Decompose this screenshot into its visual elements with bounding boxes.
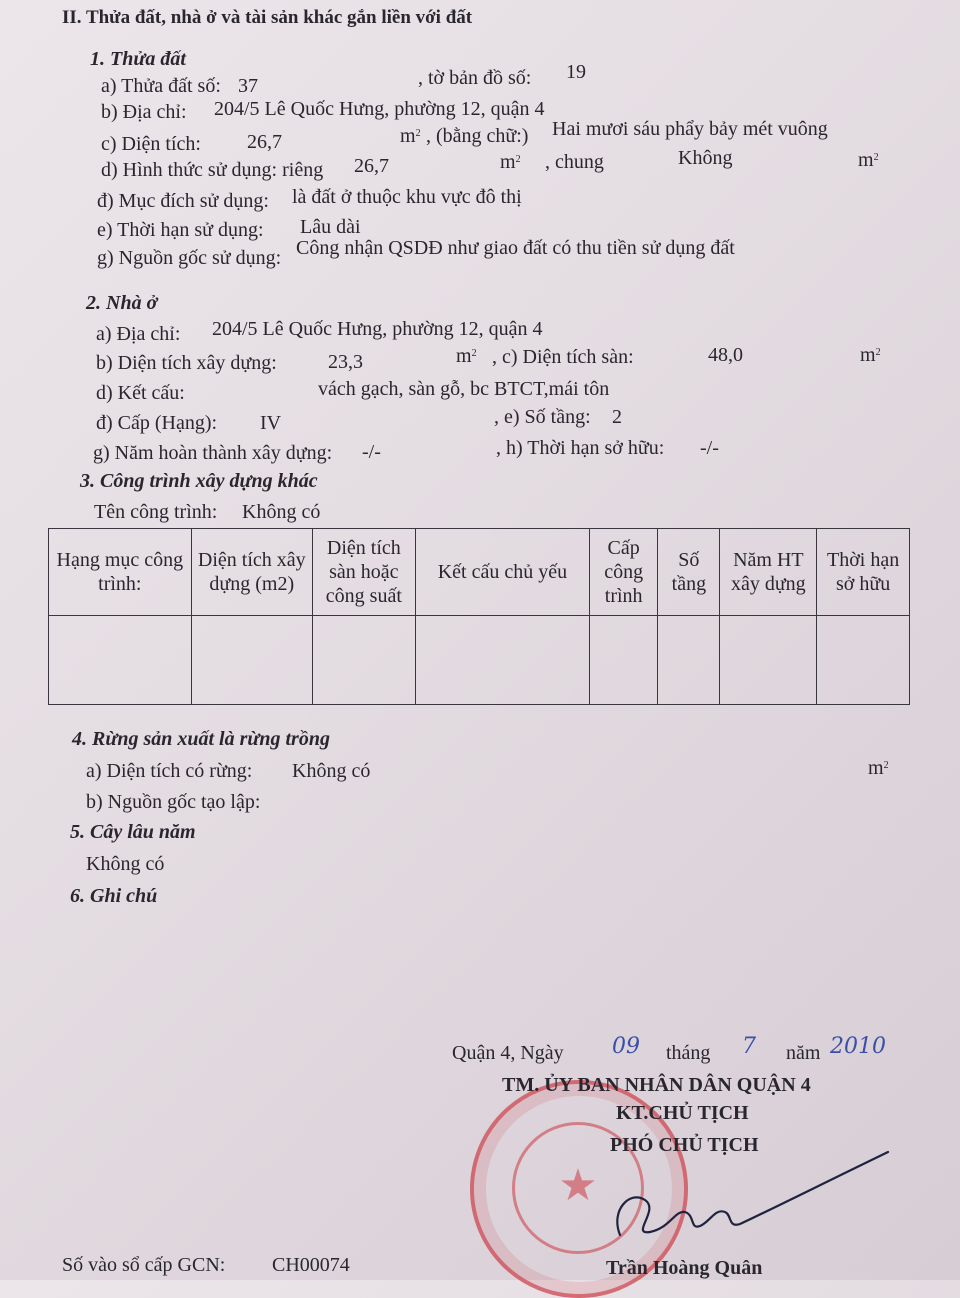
works-name-label: Tên công trình: xyxy=(94,501,218,523)
notes-heading: 6. Ghi chú xyxy=(70,885,158,907)
structure-label: d) Kết cấu: xyxy=(96,382,185,404)
forest-area-unit: $m^2$ xyxy=(868,757,889,779)
table-row xyxy=(49,616,910,705)
area-words-value: Hai mươi sáu phẩy bảy mét vuông xyxy=(552,118,828,140)
area-words-label: , (bằng chữ:) xyxy=(426,125,529,147)
use-form-unit: $m^2$ xyxy=(500,151,521,173)
house-heading: 2. Nhà ở xyxy=(86,292,158,314)
star-emblem-icon: ★ xyxy=(558,1161,598,1210)
purpose-value: là đất ở thuộc khu vực đô thị xyxy=(292,186,522,208)
forest-area-label: a) Diện tích có rừng: xyxy=(86,760,253,782)
land-address-value: 204/5 Lê Quốc Hưng, phường 12, quận 4 xyxy=(214,98,545,120)
date-day: 09 xyxy=(612,1034,640,1059)
map-label: , tờ bản đồ số: xyxy=(418,67,532,89)
plot-value: 37 xyxy=(238,75,258,97)
col-header: Kết cấu chủ yếu xyxy=(415,529,589,616)
perennial-heading: 5. Cây lâu năm xyxy=(70,821,196,843)
use-form-shared-unit: $m^2$ xyxy=(858,149,879,171)
use-form-shared-value: Không xyxy=(678,147,733,169)
table-cell xyxy=(817,616,910,705)
works-name-value: Không có xyxy=(242,501,321,523)
use-form-private-value: 26,7 xyxy=(354,155,389,177)
term-label: e) Thời hạn sử dụng: xyxy=(97,219,264,241)
term-value: Lâu dài xyxy=(300,216,361,238)
built-area-value: 23,3 xyxy=(328,351,363,373)
floor-area-label: , c) Diện tích sàn: xyxy=(492,346,634,368)
table-cell xyxy=(590,616,658,705)
area-label: c) Diện tích: xyxy=(101,133,201,155)
origin-label: g) Nguồn gốc sử dụng: xyxy=(97,247,282,269)
table-cell xyxy=(415,616,589,705)
grade-value: IV xyxy=(260,412,282,434)
land-address-label: b) Địa chỉ: xyxy=(101,101,187,123)
col-header: Diện tích xây dựng (m2) xyxy=(191,529,312,616)
origin-value: Công nhận QSDĐ như giao đất có thu tiền sử dụng đất xyxy=(296,237,735,259)
land-heading: 1. Thửa đất xyxy=(90,48,186,70)
handwritten-signature xyxy=(600,1140,900,1250)
ownership-value: -/- xyxy=(700,437,719,459)
signer-name: Trần Hoàng Quân xyxy=(606,1257,763,1279)
area-value: 26,7 xyxy=(247,131,282,153)
purpose-label: đ) Mục đích sử dụng: xyxy=(97,190,269,212)
table-cell xyxy=(658,616,720,705)
col-header: Số tầng xyxy=(658,529,720,616)
map-value: 19 xyxy=(566,61,586,83)
signing-role-1: KT.CHỦ TỊCH xyxy=(616,1102,749,1124)
year-label: năm xyxy=(786,1042,821,1064)
floors-value: 2 xyxy=(612,406,622,428)
floor-area-value: 48,0 xyxy=(708,344,743,366)
table-cell xyxy=(312,616,415,705)
completion-value: -/- xyxy=(362,441,381,463)
forest-area-value: Không có xyxy=(292,760,371,782)
other-works-table xyxy=(48,528,910,705)
structure-value: vách gạch, sàn gỗ, bc BTCT,mái tôn xyxy=(318,378,610,400)
signing-org: TM. ỦY BAN NHÂN DÂN QUẬN 4 xyxy=(502,1074,811,1096)
area-unit: $m^2$ xyxy=(400,125,421,147)
plot-label: a) Thửa đất số: xyxy=(101,75,221,97)
other-works-heading: 3. Công trình xây dựng khác xyxy=(80,470,318,492)
signing-role-2: PHÓ CHỦ TỊCH xyxy=(610,1134,759,1156)
table-header-row xyxy=(49,529,910,616)
forest-heading: 4. Rừng sản xuất là rừng trồng xyxy=(72,728,330,750)
built-area-label: b) Diện tích xây dựng: xyxy=(96,352,277,374)
date-month: 7 xyxy=(742,1034,756,1059)
col-header: Cấp công trình xyxy=(590,529,658,616)
ownership-label: , h) Thời hạn sở hữu: xyxy=(496,437,665,459)
completion-label: g) Năm hoàn thành xây dựng: xyxy=(93,442,333,464)
place-date-prefix: Quận 4, Ngày xyxy=(452,1042,564,1064)
table-cell xyxy=(49,616,192,705)
use-form-label: d) Hình thức sử dụng: riêng xyxy=(101,159,324,181)
section-title: II. Thửa đất, nhà ở và tài sản khác gắn liền với đất xyxy=(62,7,473,28)
house-address-label: a) Địa chỉ: xyxy=(96,323,181,345)
forest-origin-label: b) Nguồn gốc tạo lập: xyxy=(86,791,261,813)
table-cell xyxy=(191,616,312,705)
house-address-value: 204/5 Lê Quốc Hưng, phường 12, quận 4 xyxy=(212,318,543,340)
grade-label: đ) Cấp (Hạng): xyxy=(96,412,218,434)
month-label: tháng xyxy=(666,1042,711,1064)
col-header: Năm HT xây dựng xyxy=(720,529,817,616)
col-header: Hạng mục công trình: xyxy=(49,529,192,616)
floors-label: , e) Số tầng: xyxy=(494,406,591,428)
col-header: Thời hạn sở hữu xyxy=(817,529,910,616)
register-value: CH00074 xyxy=(272,1254,350,1276)
date-year: 2010 xyxy=(830,1034,886,1059)
col-header: Diện tích sàn hoặc công suất xyxy=(312,529,415,616)
register-label: Số vào sổ cấp GCN: xyxy=(62,1254,226,1276)
built-area-unit: $m^2$ xyxy=(456,345,477,367)
perennial-value: Không có xyxy=(86,853,165,875)
use-form-shared-label: , chung xyxy=(545,151,604,173)
floor-area-unit: $m^2$ xyxy=(860,344,881,366)
table-cell xyxy=(720,616,817,705)
